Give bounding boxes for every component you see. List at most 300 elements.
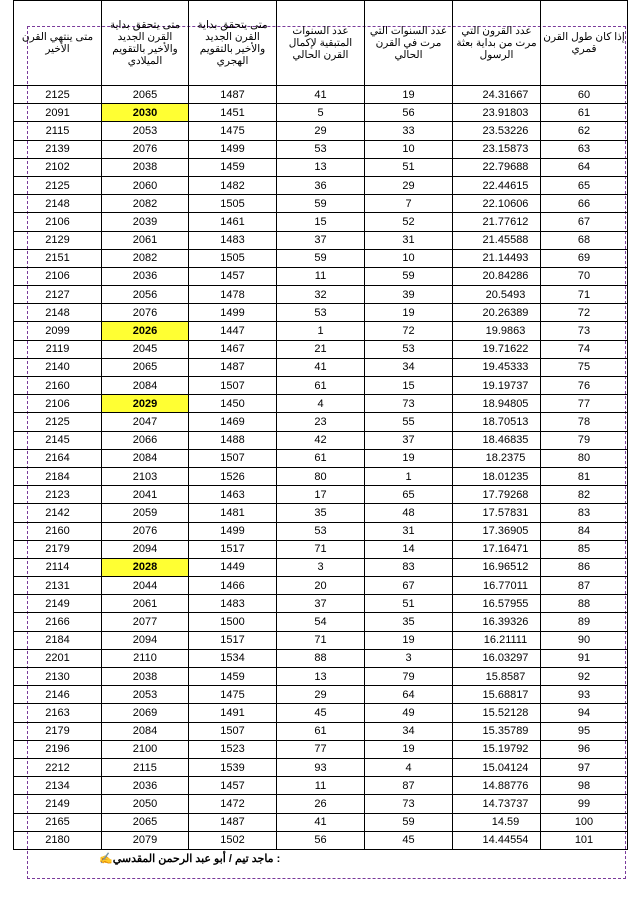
table-cell: 1523 <box>189 740 277 758</box>
table-cell: 69 <box>541 249 628 267</box>
table-cell: 2131 <box>14 577 102 595</box>
table-cell: 2077 <box>102 613 189 631</box>
table-cell: 1466 <box>189 577 277 595</box>
table-cell: 23.15873 <box>453 140 541 158</box>
table-cell: 2160 <box>14 522 102 540</box>
table-cell: 2130 <box>14 668 102 686</box>
table-cell: 2184 <box>14 631 102 649</box>
table-row <box>14 595 628 613</box>
table-cell: 23.53226 <box>453 122 541 140</box>
table-cell: 15.68817 <box>453 686 541 704</box>
table-cell: 53 <box>365 340 453 358</box>
table-cell: 2059 <box>102 504 189 522</box>
table-cell: 71 <box>277 631 365 649</box>
table-cell: 2076 <box>102 140 189 158</box>
table-row <box>14 304 628 322</box>
table-cell: 19 <box>365 304 453 322</box>
table-cell: 2036 <box>102 777 189 795</box>
table-cell: 31 <box>365 522 453 540</box>
table-cell: 2047 <box>102 413 189 431</box>
table-cell: 1539 <box>189 758 277 776</box>
table-cell: 1507 <box>189 377 277 395</box>
table-cell: 2106 <box>14 395 102 413</box>
table-cell: 51 <box>365 158 453 176</box>
table-cell: 15.04124 <box>453 758 541 776</box>
table-cell: 24.31667 <box>453 86 541 104</box>
table-cell: 19.71622 <box>453 340 541 358</box>
table-cell: 21.14493 <box>453 249 541 267</box>
table-cell: 2079 <box>102 831 189 849</box>
table-cell: 29 <box>365 176 453 194</box>
table-cell: 78 <box>541 413 628 431</box>
table-cell: 61 <box>541 104 628 122</box>
table-row <box>14 413 628 431</box>
table-cell: 34 <box>365 722 453 740</box>
table-row <box>14 558 628 576</box>
table-cell: 2038 <box>102 668 189 686</box>
table-row <box>14 358 628 376</box>
table-cell: 92 <box>541 668 628 686</box>
table-cell: 15 <box>277 213 365 231</box>
table-cell: 2100 <box>102 740 189 758</box>
table-cell: 59 <box>365 813 453 831</box>
table-cell: 17.57831 <box>453 504 541 522</box>
table-cell: 1534 <box>189 649 277 667</box>
table-cell: 1450 <box>189 395 277 413</box>
table-cell: 2166 <box>14 613 102 631</box>
centuries-table <box>13 0 628 850</box>
table-cell: 7 <box>365 195 453 213</box>
table-cell: 1487 <box>189 813 277 831</box>
table-row <box>14 322 628 340</box>
table-cell: 2036 <box>102 267 189 285</box>
table-row <box>14 540 628 558</box>
table-cell: 2065 <box>102 358 189 376</box>
table-row <box>14 231 628 249</box>
table-cell: 2125 <box>14 176 102 194</box>
table-cell: 36 <box>277 176 365 194</box>
table-cell: 2196 <box>14 740 102 758</box>
table-cell: 1475 <box>189 686 277 704</box>
table-cell: 15 <box>365 377 453 395</box>
header-row <box>14 1 628 86</box>
table-cell: 2127 <box>14 286 102 304</box>
table-cell: 34 <box>365 358 453 376</box>
table-cell: 2201 <box>14 649 102 667</box>
table-cell: 2102 <box>14 158 102 176</box>
table-cell: 2053 <box>102 686 189 704</box>
table-cell: 73 <box>365 395 453 413</box>
table-row <box>14 631 628 649</box>
table-cell: 1487 <box>189 358 277 376</box>
table-cell: 2099 <box>14 322 102 340</box>
table-cell: 2069 <box>102 704 189 722</box>
table-cell: 1459 <box>189 158 277 176</box>
table-cell: 17.16471 <box>453 540 541 558</box>
table-cell: 2163 <box>14 704 102 722</box>
table-cell: 16.21111 <box>453 631 541 649</box>
col-header-start-hijri: متى يتحقق بداية القرن الجديد والأخير بالتقويم الهجري <box>189 1 277 86</box>
table-row <box>14 704 628 722</box>
table-cell: 41 <box>277 813 365 831</box>
table-cell: 17 <box>277 486 365 504</box>
table-cell: 2140 <box>14 358 102 376</box>
table-cell: 2094 <box>102 540 189 558</box>
table-row <box>14 286 628 304</box>
author-signature <box>95 852 280 865</box>
table-cell: 14.73737 <box>453 795 541 813</box>
table-cell: 2123 <box>14 486 102 504</box>
table-cell: 2115 <box>102 758 189 776</box>
table-cell: 84 <box>541 522 628 540</box>
table-cell: 62 <box>541 122 628 140</box>
table-cell: 1499 <box>189 304 277 322</box>
table-cell: 53 <box>277 522 365 540</box>
table-cell: 61 <box>277 377 365 395</box>
table-cell: 51 <box>365 595 453 613</box>
table-row <box>14 613 628 631</box>
table-cell: 1502 <box>189 831 277 849</box>
table-cell: 2091 <box>14 104 102 122</box>
table-cell: 33 <box>365 122 453 140</box>
table-cell: 32 <box>277 286 365 304</box>
table-cell: 81 <box>541 467 628 485</box>
table-cell: 52 <box>365 213 453 231</box>
table-cell: 2076 <box>102 304 189 322</box>
table-row <box>14 104 628 122</box>
col-header-years-remaining: عدد السنوات المتبقية لإكمال القرن الحالي <box>277 1 365 86</box>
table-row <box>14 722 628 740</box>
table-cell: 14.44554 <box>453 831 541 849</box>
table-row <box>14 813 628 831</box>
table-row <box>14 267 628 285</box>
table-cell: 23.91803 <box>453 104 541 122</box>
table-row <box>14 740 628 758</box>
table-cell: 79 <box>365 668 453 686</box>
table-row <box>14 158 628 176</box>
table-cell: 15.52128 <box>453 704 541 722</box>
table-cell: 72 <box>541 304 628 322</box>
table-cell: 75 <box>541 358 628 376</box>
table-cell: 14 <box>365 540 453 558</box>
table-cell: 2053 <box>102 122 189 140</box>
table-cell: 2149 <box>14 795 102 813</box>
table-cell: 2045 <box>102 340 189 358</box>
table-cell: 1463 <box>189 486 277 504</box>
table-cell: 1461 <box>189 213 277 231</box>
table-cell: 1481 <box>189 504 277 522</box>
table-cell: 1505 <box>189 249 277 267</box>
table-cell: 2082 <box>102 195 189 213</box>
table-row <box>14 795 628 813</box>
table-cell: 88 <box>277 649 365 667</box>
table-cell: 2038 <box>102 158 189 176</box>
table-cell: 2065 <box>102 813 189 831</box>
table-cell: 2082 <box>102 249 189 267</box>
table-cell: 1469 <box>189 413 277 431</box>
table-cell: 39 <box>365 286 453 304</box>
table-cell: 1483 <box>189 595 277 613</box>
col-header-century-length: إذا كان طول القرن قمري <box>541 1 628 86</box>
table-cell: 80 <box>541 449 628 467</box>
table-cell: 22.79688 <box>453 158 541 176</box>
table-cell: 101 <box>541 831 628 849</box>
table-cell: 97 <box>541 758 628 776</box>
table-body <box>14 86 628 850</box>
table-cell: 2044 <box>102 577 189 595</box>
table-cell: 88 <box>541 595 628 613</box>
table-cell: 56 <box>277 831 365 849</box>
table-row <box>14 176 628 194</box>
table-cell: 1505 <box>189 195 277 213</box>
table-cell: 19 <box>365 86 453 104</box>
table-cell: 67 <box>365 577 453 595</box>
table-cell: 41 <box>277 86 365 104</box>
table-cell: 95 <box>541 722 628 740</box>
table-cell: 10 <box>365 249 453 267</box>
table-cell: 99 <box>541 795 628 813</box>
table-cell: 59 <box>277 195 365 213</box>
table-cell: 77 <box>277 740 365 758</box>
table-cell: 2060 <box>102 176 189 194</box>
table-cell: 83 <box>541 504 628 522</box>
table-cell: 2148 <box>14 304 102 322</box>
table-cell: 87 <box>365 777 453 795</box>
table-cell: 1472 <box>189 795 277 813</box>
table-cell: 76 <box>541 377 628 395</box>
table-cell: 93 <box>277 758 365 776</box>
table-cell: 53 <box>277 304 365 322</box>
table-cell: 2110 <box>102 649 189 667</box>
table-cell: 1 <box>277 322 365 340</box>
table-cell: 42 <box>277 431 365 449</box>
table-cell: 59 <box>277 249 365 267</box>
table-cell: 45 <box>277 704 365 722</box>
table-cell: 29 <box>277 122 365 140</box>
table-cell: 68 <box>541 231 628 249</box>
table-cell: 20.5493 <box>453 286 541 304</box>
table-cell: 65 <box>365 486 453 504</box>
table-cell: 2149 <box>14 595 102 613</box>
table-row <box>14 213 628 231</box>
table-cell: 2039 <box>102 213 189 231</box>
table-cell: 1451 <box>189 104 277 122</box>
table-row <box>14 686 628 704</box>
table-cell: 2084 <box>102 722 189 740</box>
table-cell: 73 <box>365 795 453 813</box>
table-cell: 2094 <box>102 631 189 649</box>
table-cell: 2026 <box>102 322 189 340</box>
table-cell: 2076 <box>102 522 189 540</box>
table-cell: 2145 <box>14 431 102 449</box>
table-cell: 61 <box>277 722 365 740</box>
table-cell: 64 <box>541 158 628 176</box>
table-cell: 90 <box>541 631 628 649</box>
table-cell: 61 <box>277 449 365 467</box>
table-cell: 93 <box>541 686 628 704</box>
table-cell: 20.26389 <box>453 304 541 322</box>
table-cell: 94 <box>541 704 628 722</box>
table-cell: 1457 <box>189 267 277 285</box>
table-cell: 22.44615 <box>453 176 541 194</box>
table-cell: 13 <box>277 668 365 686</box>
table-cell: 96 <box>541 740 628 758</box>
table-cell: 1507 <box>189 722 277 740</box>
table-cell: 1517 <box>189 631 277 649</box>
table-cell: 1500 <box>189 613 277 631</box>
table-cell: 2106 <box>14 267 102 285</box>
table-cell: 2030 <box>102 104 189 122</box>
table-cell: 2103 <box>102 467 189 485</box>
table-cell: 15.35789 <box>453 722 541 740</box>
table-cell: 59 <box>365 267 453 285</box>
table-cell: 1526 <box>189 467 277 485</box>
table-cell: 80 <box>277 467 365 485</box>
table-cell: 37 <box>277 231 365 249</box>
table-row <box>14 340 628 358</box>
signature-text: : ماجد تيم / أبو عبد الرحمن المقدسي <box>112 853 281 865</box>
table-cell: 1487 <box>189 86 277 104</box>
table-cell: 83 <box>365 558 453 576</box>
table-cell: 86 <box>541 558 628 576</box>
table-cell: 45 <box>365 831 453 849</box>
table-cell: 2119 <box>14 340 102 358</box>
table-cell: 2115 <box>14 122 102 140</box>
table-cell: 2050 <box>102 795 189 813</box>
table-cell: 2164 <box>14 449 102 467</box>
col-header-years-passed: عدد السنوات التي مرت في القرن الحالي <box>365 1 453 86</box>
table-cell: 2114 <box>14 558 102 576</box>
table-cell: 2160 <box>14 377 102 395</box>
table-cell: 41 <box>277 358 365 376</box>
table-cell: 10 <box>365 140 453 158</box>
table-row <box>14 486 628 504</box>
table-cell: 19 <box>365 449 453 467</box>
table-cell: 2148 <box>14 195 102 213</box>
table-cell: 31 <box>365 231 453 249</box>
table-row <box>14 649 628 667</box>
table-cell: 14.88776 <box>453 777 541 795</box>
table-cell: 71 <box>541 286 628 304</box>
table-row <box>14 449 628 467</box>
table-cell: 2056 <box>102 286 189 304</box>
table-cell: 60 <box>541 86 628 104</box>
table-cell: 11 <box>277 267 365 285</box>
table-cell: 1499 <box>189 140 277 158</box>
table-cell: 3 <box>277 558 365 576</box>
table-cell: 18.70513 <box>453 413 541 431</box>
table-cell: 2139 <box>14 140 102 158</box>
table-cell: 2179 <box>14 540 102 558</box>
table-cell: 2134 <box>14 777 102 795</box>
table-cell: 37 <box>277 595 365 613</box>
table-row <box>14 668 628 686</box>
table-cell: 73 <box>541 322 628 340</box>
table-cell: 1459 <box>189 668 277 686</box>
table-cell: 2084 <box>102 449 189 467</box>
table-row <box>14 431 628 449</box>
table-cell: 100 <box>541 813 628 831</box>
table-row <box>14 249 628 267</box>
leaf-icon: ✍ <box>99 853 113 865</box>
table-cell: 66 <box>541 195 628 213</box>
table-cell: 19 <box>365 740 453 758</box>
table-cell: 53 <box>277 140 365 158</box>
table-cell: 17.79268 <box>453 486 541 504</box>
table-row <box>14 122 628 140</box>
table-cell: 2028 <box>102 558 189 576</box>
table-cell: 18.46835 <box>453 431 541 449</box>
table-cell: 16.03297 <box>453 649 541 667</box>
table-cell: 22.10606 <box>453 195 541 213</box>
table-cell: 72 <box>365 322 453 340</box>
table-row <box>14 504 628 522</box>
table-row <box>14 831 628 849</box>
table-cell: 2180 <box>14 831 102 849</box>
table-cell: 4 <box>365 758 453 776</box>
table-cell: 1447 <box>189 322 277 340</box>
table-cell: 87 <box>541 577 628 595</box>
table-cell: 16.77011 <box>453 577 541 595</box>
col-header-start-gregorian: متى يتحقق بداية القرن الجديد والأخير بالتقويم الميلادي <box>102 1 189 86</box>
table-row <box>14 758 628 776</box>
table-row <box>14 522 628 540</box>
table-cell: 1491 <box>189 704 277 722</box>
table-cell: 63 <box>541 140 628 158</box>
table-cell: 16.57955 <box>453 595 541 613</box>
table-cell: 2041 <box>102 486 189 504</box>
table-cell: 2084 <box>102 377 189 395</box>
table-cell: 19.19737 <box>453 377 541 395</box>
table-cell: 1483 <box>189 231 277 249</box>
table-cell: 82 <box>541 486 628 504</box>
table-cell: 14.59 <box>453 813 541 831</box>
table-cell: 2061 <box>102 595 189 613</box>
table-cell: 98 <box>541 777 628 795</box>
table-row <box>14 140 628 158</box>
table-cell: 2179 <box>14 722 102 740</box>
table-cell: 11 <box>277 777 365 795</box>
table-row <box>14 467 628 485</box>
table-cell: 23 <box>277 413 365 431</box>
table-cell: 35 <box>277 504 365 522</box>
table-cell: 67 <box>541 213 628 231</box>
table-cell: 48 <box>365 504 453 522</box>
table-cell: 1517 <box>189 540 277 558</box>
table-cell: 1499 <box>189 522 277 540</box>
table-cell: 1488 <box>189 431 277 449</box>
table-cell: 21.77612 <box>453 213 541 231</box>
table-cell: 17.36905 <box>453 522 541 540</box>
table-cell: 55 <box>365 413 453 431</box>
table-cell: 2061 <box>102 231 189 249</box>
table-row <box>14 777 628 795</box>
table-cell: 5 <box>277 104 365 122</box>
table-cell: 2125 <box>14 86 102 104</box>
table-cell: 2212 <box>14 758 102 776</box>
table-cell: 85 <box>541 540 628 558</box>
table-cell: 21.45588 <box>453 231 541 249</box>
table-cell: 89 <box>541 613 628 631</box>
table-cell: 91 <box>541 649 628 667</box>
table-cell: 29 <box>277 686 365 704</box>
table-cell: 1457 <box>189 777 277 795</box>
table-cell: 2125 <box>14 413 102 431</box>
table-cell: 65 <box>541 176 628 194</box>
table-cell: 20 <box>277 577 365 595</box>
table-cell: 18.01235 <box>453 467 541 485</box>
table-row <box>14 577 628 595</box>
